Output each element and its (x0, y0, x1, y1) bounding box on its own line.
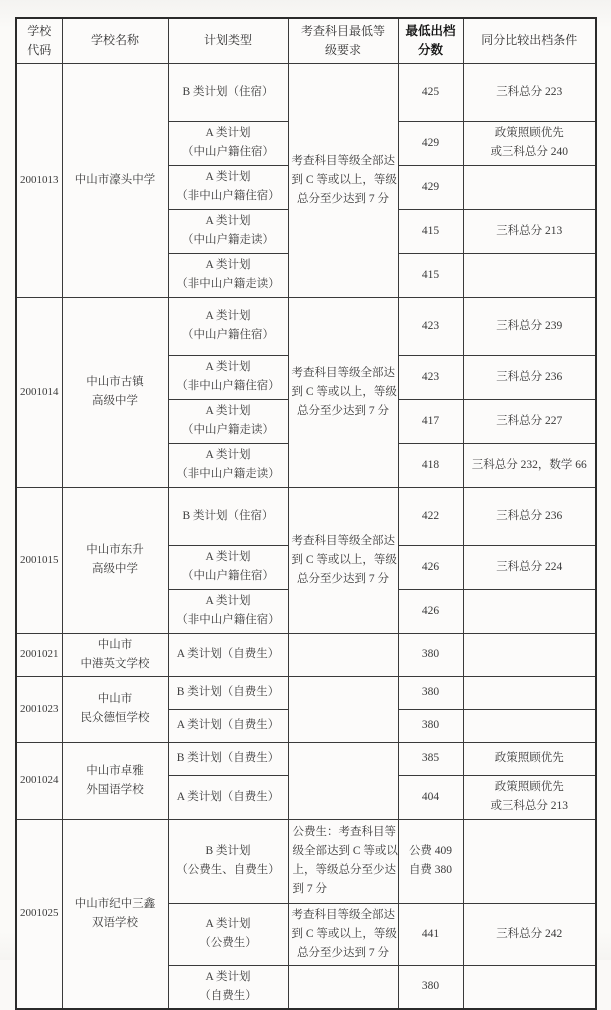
plan-type-cell (168, 589, 288, 633)
cell-line: 2001023 (20, 702, 59, 715)
score-cell (398, 399, 463, 443)
header-code (16, 18, 62, 63)
score-cell (398, 709, 463, 742)
cell-line: 三科总分 223 (496, 85, 563, 98)
requirement-cell (288, 633, 398, 676)
cell-line: 考查科目等级全部达 (291, 366, 395, 379)
condition-cell (463, 443, 596, 487)
condition-cell (463, 965, 596, 1009)
cell-line: 中山市濠头中学 (74, 173, 156, 186)
score-cell (398, 775, 463, 819)
cell-line: 423 (421, 319, 440, 332)
cell-line: B 类计划（自费生） (176, 686, 280, 698)
requirement-cell (288, 903, 398, 965)
cell-line: 外国语学校 (86, 783, 144, 796)
cell-line: 415 (421, 224, 440, 237)
condition-cell (463, 676, 596, 709)
cell-line: A 类计划（自费生） (176, 648, 280, 660)
school-code-cell (16, 633, 62, 676)
cell-line: 2001025 (20, 907, 59, 920)
plan-type-cell (168, 297, 288, 355)
condition-cell (463, 709, 596, 742)
cell-line: 级要求 (324, 42, 361, 57)
cell-line: B 类计划 (205, 845, 251, 857)
cell-line: 或三科总分 213 (490, 800, 569, 812)
cell-line: A 类计划 (205, 171, 251, 183)
cell-line: A 类计划 (205, 918, 251, 930)
score-cell (398, 209, 463, 253)
cell-line: 中山市古镇 (86, 376, 144, 388)
school-code-cell (16, 297, 62, 487)
table-row (16, 819, 596, 903)
cell-line: A 类计划 (205, 215, 251, 227)
cell-line: 2001021 (20, 648, 59, 660)
requirement-cell (288, 819, 398, 903)
plan-type-cell (168, 709, 288, 742)
score-cell (398, 676, 463, 709)
condition-cell (463, 545, 596, 589)
school-code-cell (16, 819, 62, 1009)
cell-line: 415 (421, 268, 440, 281)
cell-line: 学校 (27, 23, 52, 38)
score-cell (398, 742, 463, 775)
cell-line: 计划类型 (203, 33, 252, 48)
cell-line: （公费生） (199, 937, 257, 949)
condition-cell (463, 742, 596, 775)
cell-line: 公费 409 (408, 845, 453, 857)
score-cell (398, 819, 463, 903)
cell-line: 政策照顾优先 (494, 781, 564, 793)
header-plan (168, 18, 288, 63)
table-row (16, 633, 596, 676)
cell-line: 双语学校 (92, 916, 138, 929)
school-code-cell (16, 63, 62, 297)
condition-cell (463, 63, 596, 121)
score-cell (398, 297, 463, 355)
cell-line: 到 C 等或以上，等级 (291, 927, 397, 940)
cell-line: 高级中学 (92, 395, 138, 407)
header-name (62, 18, 168, 63)
table-row (16, 487, 596, 545)
cell-line: 中山市东升 (86, 544, 144, 556)
cell-line: 上，等级总分至少达 (292, 864, 396, 876)
condition-cell (463, 399, 596, 443)
cell-line: 高级中学 (92, 563, 138, 575)
header-requirement (288, 18, 398, 63)
cell-line: （中山户籍走读） (182, 424, 274, 436)
header-row (16, 18, 596, 63)
school-code-cell (16, 742, 62, 819)
condition-cell (463, 487, 596, 545)
header-condition (463, 18, 596, 63)
cell-line: 三科总分 236 (496, 509, 563, 522)
condition-cell (463, 903, 596, 965)
cell-line: （非中山户籍住宿） (176, 190, 280, 202)
condition-cell (463, 121, 596, 165)
condition-cell (463, 253, 596, 297)
cell-line: 代码 (27, 42, 52, 57)
plan-type-cell (168, 443, 288, 487)
cell-line: 中山市 (97, 638, 133, 651)
score-cell (398, 443, 463, 487)
table-header-row (16, 18, 596, 63)
cell-line: 426 (421, 604, 440, 617)
cell-line: 中山市 (97, 693, 133, 705)
cell-line: 总分至少达到 7 分 (297, 572, 389, 585)
cell-line: 公费生：考查科目等 (292, 826, 396, 838)
cell-line: 425 (421, 85, 440, 98)
cell-line: 380 (421, 648, 440, 660)
cell-line: 中山市卓雅 (86, 764, 144, 777)
cell-line: 级全部达到 C 等或以 (292, 845, 398, 857)
cell-line: 考查科目等级全部达 (291, 154, 395, 167)
cell-line: 404 (421, 790, 440, 803)
condition-cell (463, 819, 596, 903)
table-row (16, 742, 596, 775)
cell-line: 2001013 (20, 173, 59, 186)
cell-line: 380 (421, 686, 440, 698)
cell-line: 同分比较出档条件 (481, 33, 578, 48)
school-name-cell (62, 297, 168, 487)
cell-line: 441 (421, 927, 440, 940)
cell-line: 考查科目等级全部达 (291, 908, 395, 921)
cell-line: A 类计划 (205, 551, 251, 563)
cell-line: 总分至少达到 7 分 (297, 192, 389, 205)
cell-line: 423 (421, 370, 440, 383)
requirement-cell (288, 63, 398, 297)
condition-cell (463, 355, 596, 399)
requirement-cell (288, 487, 398, 633)
cell-line: 422 (421, 509, 440, 522)
cell-line: 2001014 (20, 385, 59, 398)
requirement-cell (288, 965, 398, 1009)
condition-cell (463, 633, 596, 676)
table-row (16, 63, 596, 121)
cell-line: 418 (421, 458, 440, 471)
cell-line: 380 (421, 719, 440, 731)
cell-line: 三科总分 232，数学 66 (471, 458, 587, 471)
cell-line: （公费生、自费生） (176, 864, 280, 876)
cell-line: A 类计划 (205, 361, 251, 373)
cell-line: 380 (421, 980, 440, 993)
plan-type-cell (168, 209, 288, 253)
cell-line: A 类计划 (205, 405, 251, 417)
cell-line: 政策照顾优先 (494, 127, 564, 139)
cell-line: A 类计划 (205, 449, 251, 461)
cell-line: 三科总分 227 (496, 414, 563, 427)
score-cell (398, 545, 463, 589)
score-cell (398, 355, 463, 399)
score-cell (398, 63, 463, 121)
cell-line: 到 C 等或以上，等级 (291, 385, 397, 398)
school-name-cell (62, 487, 168, 633)
table-row (16, 676, 596, 709)
cell-line: （中山户籍住宿） (182, 570, 274, 582)
school-name-cell (62, 676, 168, 742)
cell-line: 2001024 (20, 774, 59, 786)
cell-line: 最低出档 (405, 23, 456, 38)
plan-type-cell (168, 676, 288, 709)
school-code-cell (16, 487, 62, 633)
condition-cell (463, 297, 596, 355)
condition-cell (463, 209, 596, 253)
cell-line: A 类计划 (205, 127, 251, 139)
cell-line: 总分至少达到 7 分 (297, 404, 389, 417)
cell-line: A 类计划 (205, 595, 251, 607)
plan-type-cell (168, 121, 288, 165)
school-name-cell (62, 63, 168, 297)
plan-type-cell (168, 775, 288, 819)
score-cell (398, 589, 463, 633)
cell-line: 中港英文学校 (80, 657, 150, 670)
cell-line: 三科总分 213 (496, 224, 563, 237)
plan-type-cell (168, 63, 288, 121)
cell-line: （非中山户籍住宿） (176, 614, 280, 626)
score-cell (398, 121, 463, 165)
plan-type-cell (168, 399, 288, 443)
score-cell (398, 965, 463, 1009)
cell-line: 417 (421, 414, 440, 427)
cell-line: 民众德恒学校 (80, 712, 150, 724)
plan-type-cell (168, 165, 288, 209)
cell-line: 三科总分 242 (496, 927, 563, 940)
requirement-cell (288, 297, 398, 487)
score-cell (398, 165, 463, 209)
cell-line: A 类计划（自费生） (176, 790, 280, 803)
plan-type-cell (168, 487, 288, 545)
condition-cell (463, 165, 596, 209)
cell-line: （非中山户籍走读） (176, 468, 280, 480)
plan-type-cell (168, 355, 288, 399)
cell-line: 到 C 等或以上，等级 (291, 173, 397, 186)
cell-line: A 类计划 (205, 310, 251, 322)
cell-line: B 类计划（住宿） (182, 85, 274, 98)
cell-line: （中山户籍走读） (182, 234, 274, 246)
cell-line: 385 (421, 752, 440, 764)
table-body (16, 63, 596, 1009)
cell-line: 中山市纪中三鑫 (74, 897, 156, 910)
cell-line: 总分至少达到 7 分 (297, 946, 389, 959)
cell-line: A 类计划 (205, 970, 251, 983)
cell-line: 2001015 (20, 553, 59, 566)
cell-line: 考查科目等级全部达 (291, 534, 395, 547)
score-cell (398, 253, 463, 297)
cell-line: 三科总分 236 (496, 370, 563, 383)
school-name-cell (62, 633, 168, 676)
plan-type-cell (168, 903, 288, 965)
requirement-cell (288, 742, 398, 819)
requirement-cell (288, 676, 398, 742)
cell-line: 429 (421, 136, 440, 149)
cell-line: （中山户籍住宿） (182, 329, 274, 341)
cell-line: 429 (421, 180, 440, 193)
cell-line: A 类计划 (205, 259, 251, 271)
cell-line: 分数 (417, 42, 443, 57)
cell-line: 政策照顾优先 (494, 752, 564, 764)
cell-line: 三科总分 239 (496, 319, 563, 332)
school-name-cell (62, 742, 168, 819)
cell-line: 或三科总分 240 (490, 146, 569, 158)
school-code-cell (16, 676, 62, 742)
table-row (16, 297, 596, 355)
cell-line: B 类计划（自费生） (176, 752, 280, 764)
plan-type-cell (168, 545, 288, 589)
school-name-cell (62, 819, 168, 1009)
cell-line: A 类计划（自费生） (176, 719, 280, 731)
plan-type-cell (168, 633, 288, 676)
score-cell (398, 633, 463, 676)
plan-type-cell (168, 965, 288, 1009)
cell-line: 学校名称 (90, 33, 139, 48)
score-cell (398, 903, 463, 965)
condition-cell (463, 589, 596, 633)
condition-cell (463, 775, 596, 819)
plan-type-cell (168, 819, 288, 903)
plan-type-cell (168, 253, 288, 297)
header-score (398, 18, 463, 63)
cell-line: （自费生） (199, 989, 257, 1002)
cell-line: （非中山户籍住宿） (176, 380, 280, 392)
cell-line: B 类计划（住宿） (182, 509, 274, 522)
plan-type-cell (168, 742, 288, 775)
cell-line: （非中山户籍走读） (176, 278, 280, 290)
cell-line: （中山户籍住宿） (182, 146, 274, 158)
cell-line: 三科总分 224 (496, 560, 563, 573)
score-cell (398, 487, 463, 545)
cell-line: 考查科目最低等 (300, 23, 385, 38)
admission-score-table (15, 17, 597, 1010)
cell-line: 到 7 分 (292, 883, 327, 895)
cell-line: 426 (421, 560, 440, 573)
cell-line: 自费 380 (408, 864, 453, 876)
cell-line: 到 C 等或以上，等级 (291, 553, 397, 566)
